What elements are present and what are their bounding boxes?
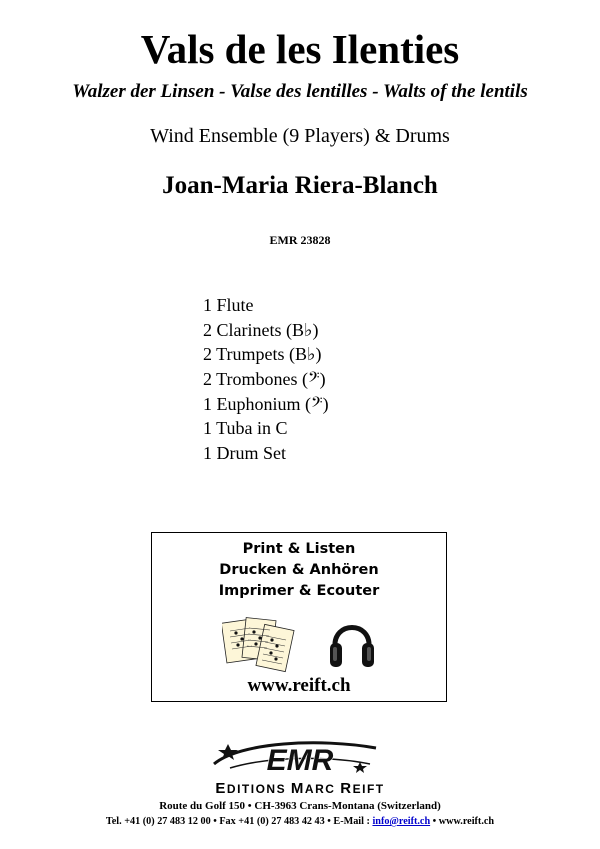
promo-website[interactable]: www.reift.ch [247, 675, 351, 696]
instrument-item [203, 367, 329, 392]
instrument-item [203, 342, 329, 367]
instrument-item [203, 441, 329, 466]
ensemble-description: Wind Ensemble (9 Players) & Drums [150, 125, 450, 147]
contact-phone-fax: Tel. +41 (0) 27 483 12 00 • Fax +41 (0) 27 483 42 43 • E-Mail : [105, 816, 373, 827]
sheet-music-icon [222, 613, 298, 675]
promo-line-de: Drucken & Anhören [219, 562, 379, 578]
instrument-label: 2 Clarinets [203, 319, 282, 340]
instrument-item [203, 416, 329, 441]
instrument-label: 2 Trombones [203, 369, 298, 390]
logo-text: EMR [266, 744, 334, 777]
page-subtitle: Walzer der Linsen - Valse des lentilles - Walts of the lentils [72, 81, 528, 102]
instrument-key: (B♭) [289, 344, 322, 365]
instrument-item [203, 318, 329, 343]
instrument-label: 1 Euphonium [203, 393, 301, 414]
instrumentation-list [203, 293, 329, 466]
promo-line-en: Print & Listen [242, 541, 356, 557]
instrument-label: 2 Trumpets [203, 344, 285, 365]
instrument-clef: (𝄢) [302, 369, 326, 390]
instrument-label: 1 Flute [203, 295, 254, 315]
instrument-clef: (𝄢) [305, 393, 329, 414]
emr-logo [200, 738, 400, 780]
catalog-number: EMR 23828 [269, 233, 331, 247]
instrument-label: 1 Tuba in C [203, 418, 288, 439]
publisher-address: Route du Golf 150 • CH-3963 Crans-Montana (Switzerland) [159, 800, 441, 812]
headphones-icon [327, 611, 377, 673]
publisher-contact [0, 815, 600, 829]
instrument-item [203, 293, 329, 318]
page-title: Vals de les Ilenties [140, 26, 460, 72]
print-listen-box [151, 532, 447, 702]
instrument-item [203, 392, 329, 417]
email-link[interactable]: info@reift.ch [372, 816, 431, 827]
contact-website[interactable]: • www.reift.ch [430, 816, 495, 827]
instrument-label: 1 Drum Set [203, 443, 286, 464]
publisher-name: EDITIONS MARC REIFT [215, 780, 385, 797]
instrument-key: (B♭) [286, 319, 319, 340]
promo-line-fr: Imprimer & Ecouter [218, 583, 380, 599]
composer-name: Joan-Maria Riera-Blanch [162, 172, 438, 199]
